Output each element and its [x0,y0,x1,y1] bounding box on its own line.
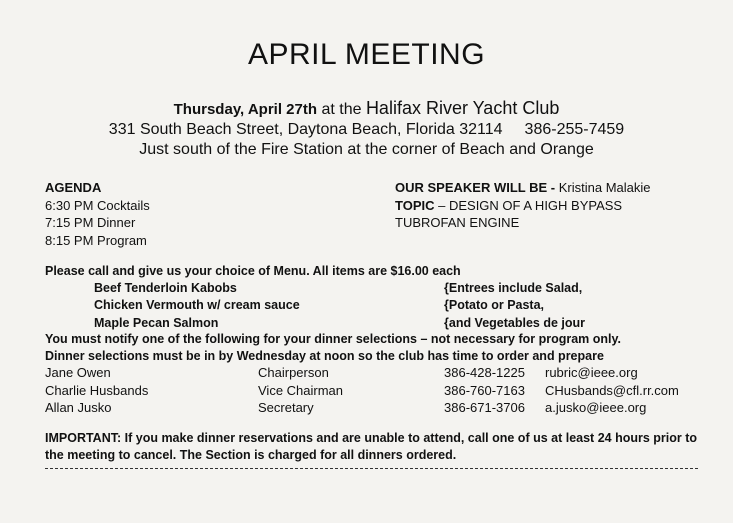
contact-role: Vice Chairman [258,382,344,398]
venue-phone: 386-255-7459 [524,121,625,138]
menu-note: {Potato or Pasta, [444,298,545,313]
menu-note: {and Vegetables de jour [444,315,586,330]
menu-intro: Please call and give us your choice of Menu. All items are $16.00 each [45,264,461,278]
page-title: APRIL MEETING [247,38,486,71]
menu-item: Chicken Vermouth w/ cream sauce [94,298,300,313]
contact-name: Jane Owen [45,365,111,380]
speaker-line [395,179,651,197]
contact-email: CHusbands@cfl.rr.com [545,382,679,398]
contact-phone: 386-428-1225 [444,365,525,380]
contact-phone: 386-760-7163 [444,382,525,398]
menu-item: Beef Tenderloin Kabobs [94,281,237,295]
meeting-date: Thursday, April 27th [173,101,317,118]
agenda-item: 6:30 PM Cocktails [45,197,150,213]
venue-club: Halifax River Yacht Club [365,98,560,118]
menu-item: Maple Pecan Salmon [94,315,219,330]
venue-directions: Just south of the Fire Station at the corner of Beach and Orange [139,141,594,158]
important-label: IMPORTANT: [45,431,122,445]
agenda-section [45,179,150,249]
contact-name: Charlie Husbands [45,382,149,398]
notice-line: Dinner selections must be in by Wednesday at noon so the club has time to order and prepare [45,349,604,364]
dashed-divider [45,468,698,469]
topic-label: TOPIC [395,197,435,213]
venue-at: at the [321,101,362,118]
topic-text-continued: TUBROFAN ENGINE [395,215,520,230]
agenda-item: 8:15 PM Program [45,232,147,248]
speaker-section [395,179,651,232]
speaker-name: Kristina Malakie [558,180,651,195]
contact-email: a.jusko@ieee.org [545,400,647,415]
topic-text: – DESIGN OF A HIGH BYPASS [438,197,623,213]
topic-line [395,197,651,215]
venue-address: 331 South Beach Street, Daytona Beach, Florida 32114 [108,121,503,138]
contact-email: rubric@ieee.org [545,365,638,380]
venue-line-address [0,121,733,139]
contact-name: Allan Jusko [45,400,112,415]
menu-note: {Entrees include Salad, [444,281,583,295]
contact-phone: 386-671-3706 [444,400,525,415]
menu-items [94,280,300,332]
notice-section [45,331,621,366]
notice-line: You must notify one of the following for your dinner selections – not necessary for program only. [45,332,621,346]
important-text: If you make dinner reservations and are unable to attend, call one of us at least 24 hours prior to the meeting to cancel. The Section is charged for all dinners ordered. [45,431,698,463]
contact-role: Secretary [258,400,314,415]
agenda-item: 7:15 PM Dinner [45,215,136,230]
important-notice [45,430,705,465]
speaker-label: OUR SPEAKER WILL BE - [395,180,556,195]
agenda-heading: AGENDA [45,180,102,195]
contact-role: Chairperson [258,365,329,380]
menu-notes [444,280,585,332]
venue-line-date [0,98,733,119]
